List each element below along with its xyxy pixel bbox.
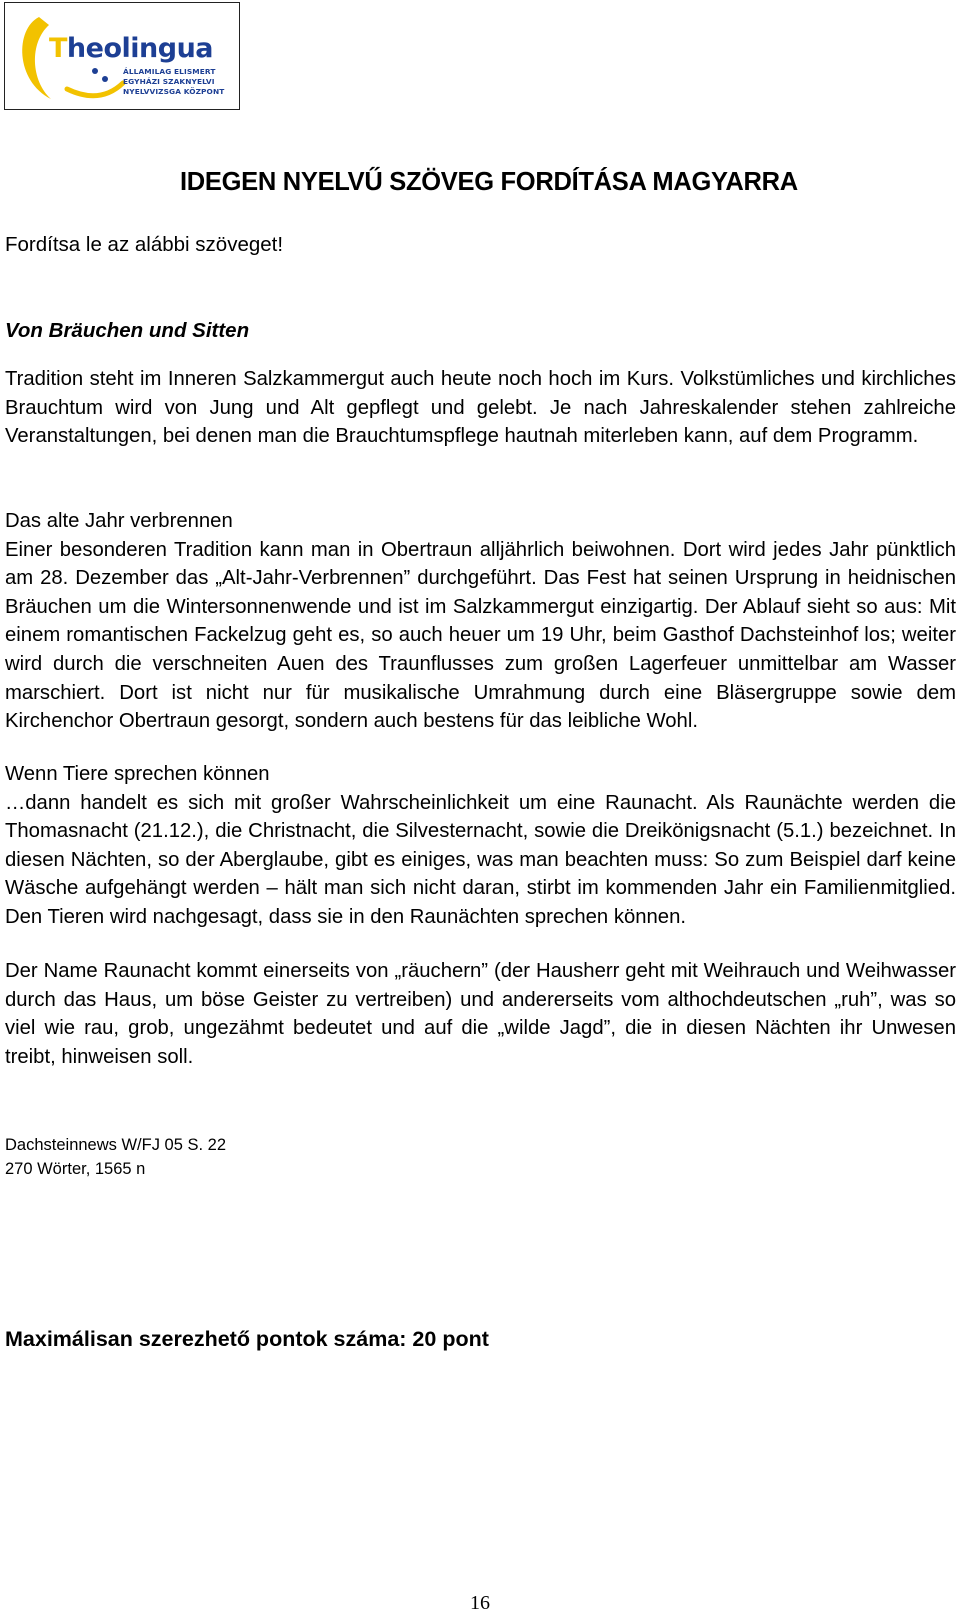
section-body: …dann handelt es sich mit großer Wahrscheinlichkeit um eine Raunacht. Als Raunächte werden die Thomasnacht (21.12.), die Christnacht, die Silvesternacht, sowie die Dreikönigsnacht (5.1.) bezeichnet. In diesen Nächten, so der Aberglaube, gibt es einiges, was man beachten muss: So zum Beispiel darf keine Wäsche aufgehängt werden – hält man sich nicht daran, stirbt im kommenden Jahr ein Familienmitglied. Den Tieren wird nachgesagt, dass sie in den Raunächten sprechen können. bbox=[5, 791, 956, 928]
source-info bbox=[5, 1133, 226, 1181]
section-title: Wenn Tiere sprechen können bbox=[5, 763, 270, 785]
logo-brand-first-letter: T bbox=[49, 33, 67, 64]
section-title: Das alte Jahr verbrennen bbox=[5, 510, 233, 532]
source-text-title: Von Bräuchen und Sitten bbox=[5, 319, 250, 342]
theolingua-logo bbox=[4, 2, 240, 110]
source-word-count: 270 Wörter, 1565 n bbox=[5, 1160, 146, 1178]
logo-brand-text bbox=[49, 33, 213, 64]
page-number: 16 bbox=[470, 1592, 490, 1614]
logo-subtitle-line: NYELVVIZSGA KÖZPONT bbox=[123, 87, 225, 97]
logo-brand-rest: heolingua bbox=[66, 33, 214, 64]
logo-subtitle-line: ÁLLAMILAG ELISMERT bbox=[123, 67, 216, 76]
section-alte-jahr bbox=[5, 507, 956, 736]
section-body: Einer besonderen Tradition kann man in Obertraun alljährlich beiwohnen. Dort wird jedes Jahr pünktlich am 28. Dezember das „Alt-Jahr-Verbrennen” durchgeführt. Das Fest hat seinen Ursprung in heidnischen Bräuchen um die Wintersonnenwende und ist im Salzkammergut einzigartig. Der Ablauf sieht so aus: Mit einem romantischen Fackelzug geht es, so auch heuer um 19 Uhr, beim Gasthof Dachsteinhof los; weiter wird durch die verschneiten Auen des Traunflusses zum großen Lagerfeuer unmittelbar am Wasser marschiert. Dort ist nicht nur für musikalische Umrahmung durch eine Bläsergruppe sowie dem Kirchenchor Obertraun gesorgt, sondern auch bestens für das leibliche Wohl. bbox=[5, 538, 956, 733]
source-citation: Dachsteinnews W/FJ 05 S. 22 bbox=[5, 1136, 227, 1154]
page-heading: IDEGEN NYELVŰ SZÖVEG FORDÍTÁSA MAGYARRA bbox=[180, 168, 798, 196]
logo-subtitle bbox=[123, 67, 233, 98]
intro-paragraph: Tradition steht im Inneren Salzkammergut auch heute noch hoch im Kurs. Volkstümliches und kirchliches Brauchtum wird von Jung und Alt gepflegt und gelebt. Je nach Jahreskalender stehen zahlreiche Veranstaltungen, bei denen man die Brauchtumspflege hautnah miterleben kann, auf dem Programm. bbox=[5, 368, 956, 448]
section-tiere-sprechen bbox=[5, 760, 956, 932]
logo-subtitle-line: EGYHÁZI SZAKNYELVI bbox=[123, 77, 215, 87]
max-points: Maximálisan szerezhető pontok száma: 20 pont bbox=[5, 1327, 489, 1351]
section-raunacht-name: Der Name Raunacht kommt einerseits von „räuchern” (der Hausherr geht mit Weihrauch und Weihwasser durch das Haus, um böse Geister zu vertreiben) und andererseits vom althochdeutschen „ruh”, was so viel wie rau, grob, ungezähmt bedeutet und auf die „wilde Jagd”, die in diesen Nächten ihr Unwesen treibt, hinweisen soll. bbox=[5, 960, 956, 1068]
task-instruction: Fordítsa le az alábbi szöveget! bbox=[5, 233, 284, 256]
